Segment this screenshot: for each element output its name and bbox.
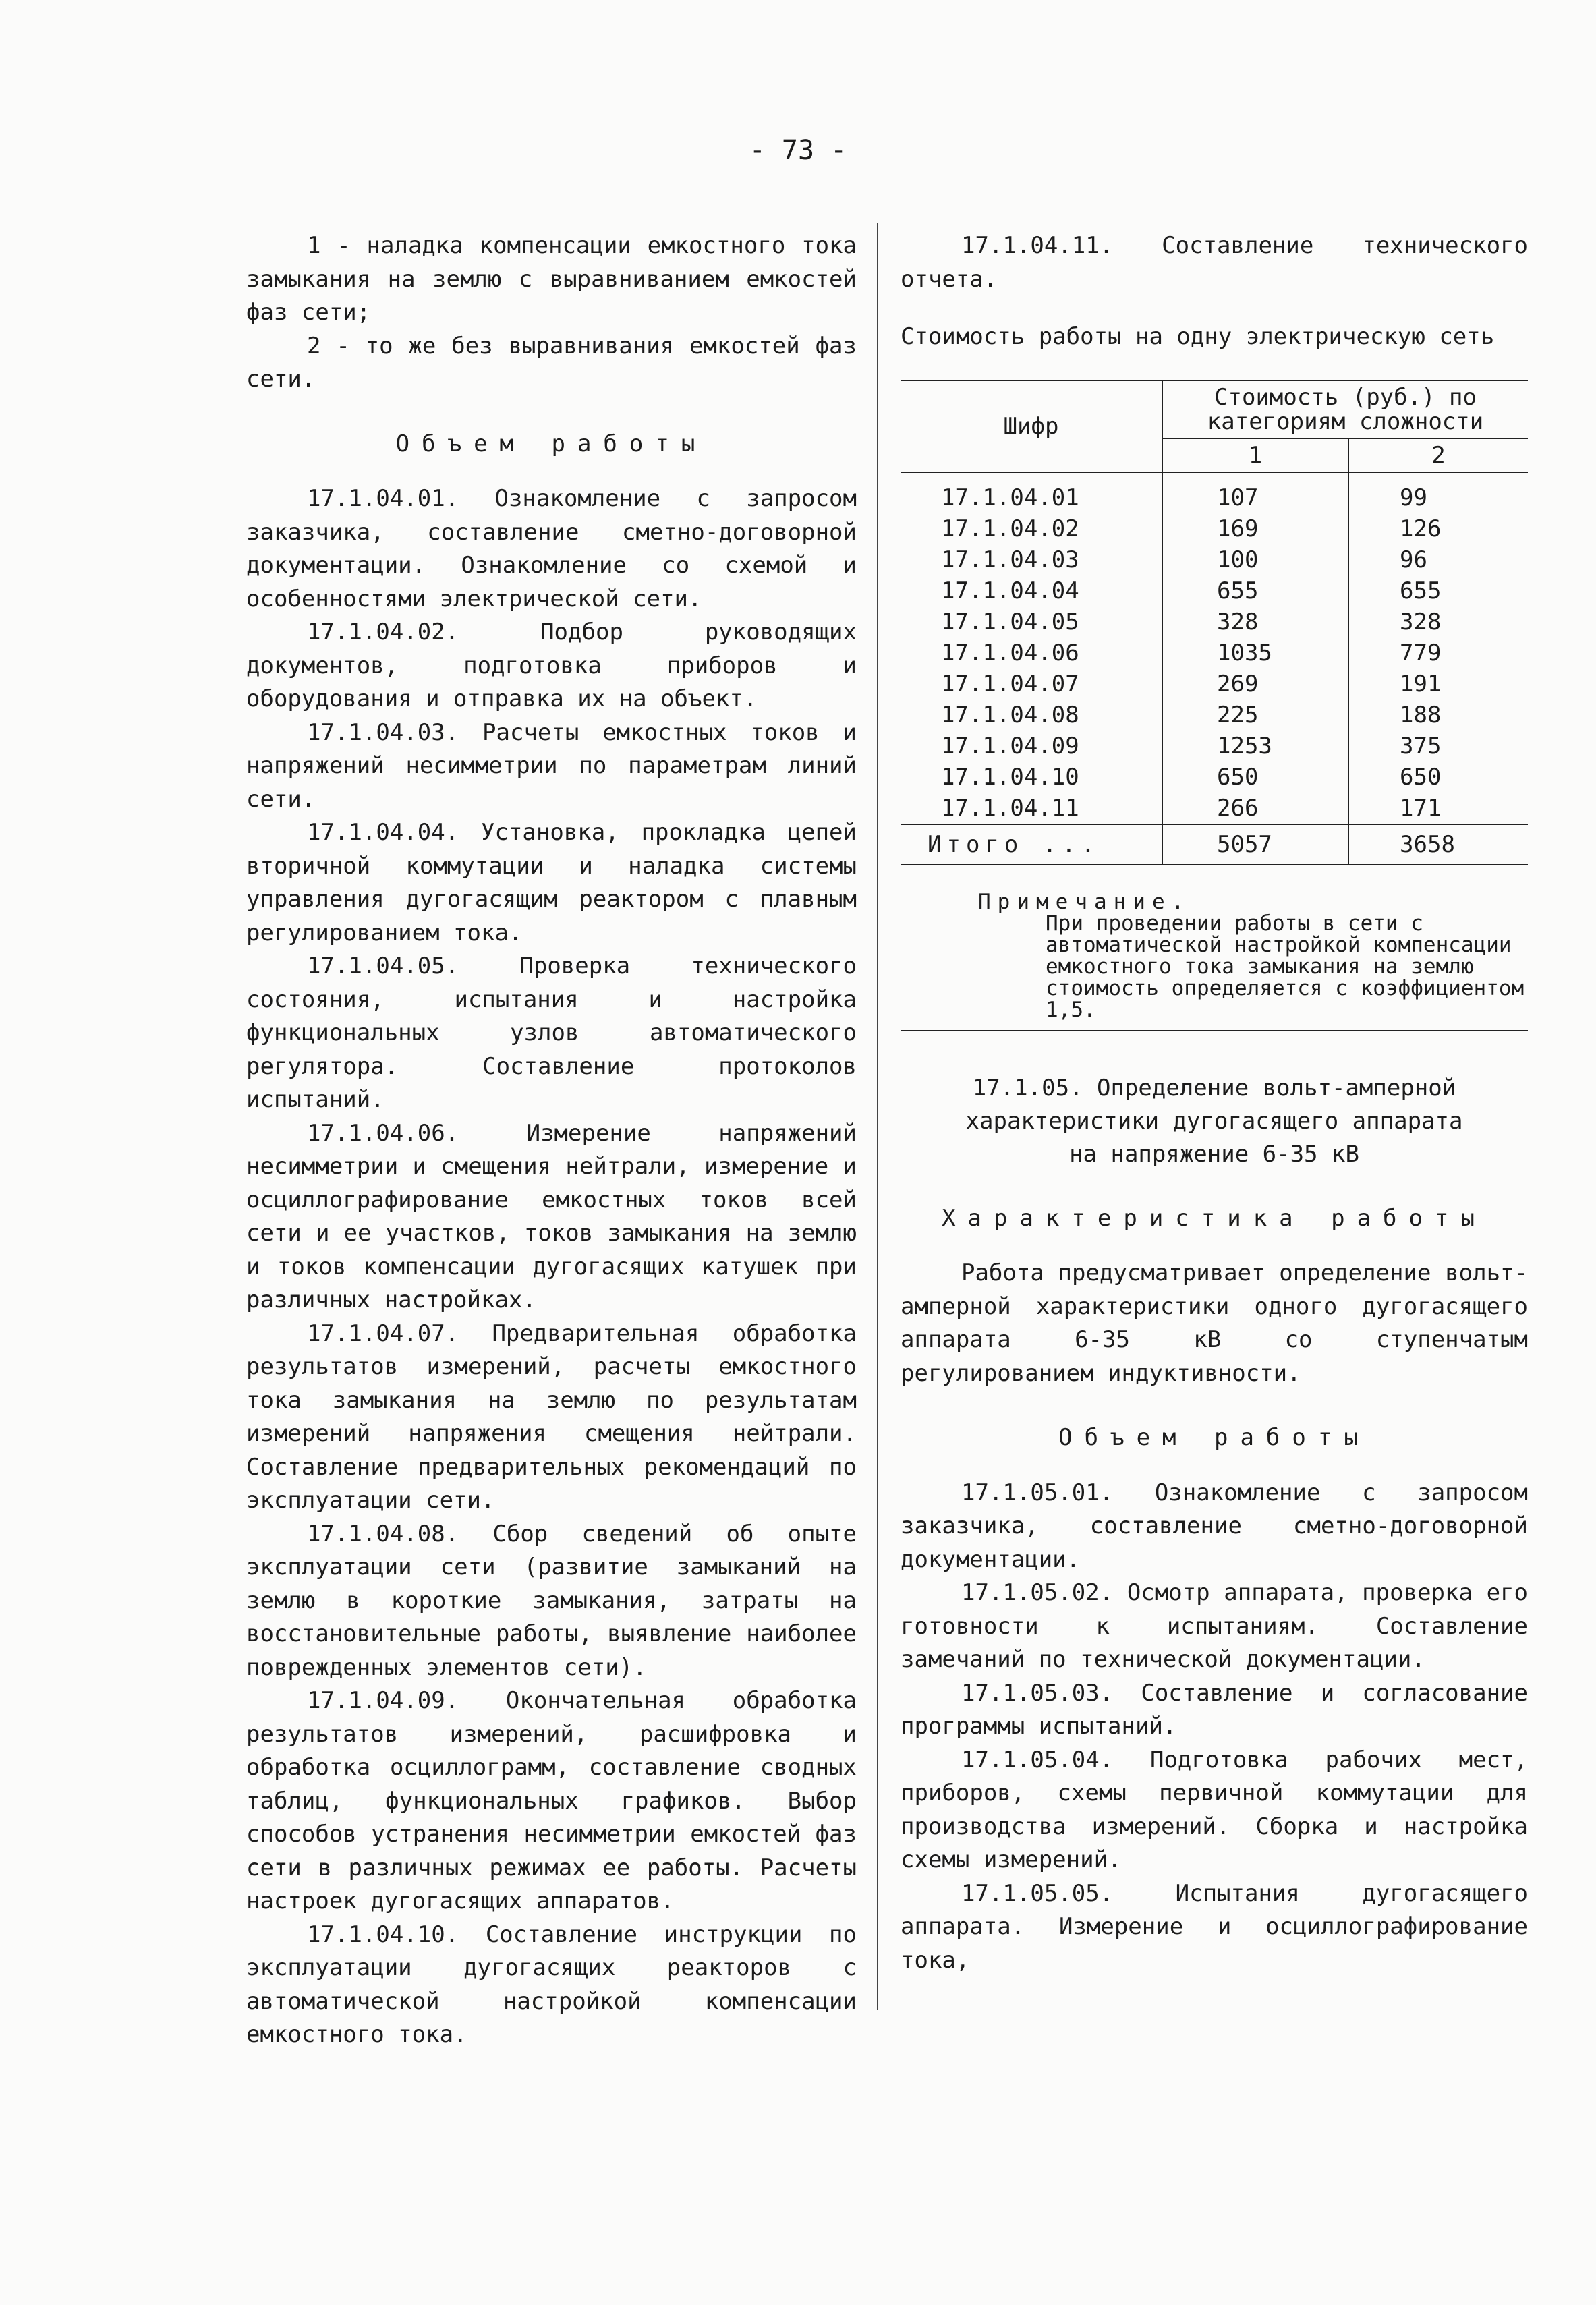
table-row	[901, 513, 1528, 544]
col-header-cost-group: Стоимость (руб.) по категориям сложности	[1162, 380, 1528, 438]
row-cost-cat-2: 126	[1400, 515, 1442, 542]
table-row	[901, 700, 1528, 731]
work-item-17-1-05-03: 17.1.05.03. Составление и согласование программы испытаний.	[901, 1679, 1528, 1740]
work-item-17-1-04-11: 17.1.04.11. Составление технического отчета.	[901, 232, 1528, 293]
work-item-17-1-04-08: 17.1.04.08. Сбор сведений об опыте эксплуатации сети (развитие замыканий на землю в короткие замыкания, затраты на восстановительные работы, выявление наиболее поврежденных элементов сети).	[246, 1520, 857, 1681]
characteristic-text: Работа предусматривает определение вольт-амперной характеристики одного дугогасящего аппарата 6-35 кВ со ступенчатым регулированием индуктивности.	[901, 1259, 1528, 1387]
work-item-17-1-04-07: 17.1.04.07. Предварительная обработка результатов измерений, расчеты емкостного тока замыкания на землю по результатам измерений напряжения смещения нейтрали. Составление предварительных рекомендаций по эксплуатации сети.	[246, 1319, 857, 1514]
row-code: 17.1.04.01	[901, 472, 1162, 513]
note-text: При проведении работы в сети с автоматической настройкой компенсации емкостного тока замыкания на землю стоимость определяется с коэффициентом 1,5.	[1046, 911, 1524, 1022]
work-item-17-1-05-05: 17.1.05.05. Испытания дугогасящего аппарата. Измерение и осциллографирование тока,	[901, 1879, 1528, 1974]
row-code: 17.1.04.04	[901, 575, 1162, 606]
row-cost-cat-1: 1035	[1162, 637, 1348, 668]
page-number: - 73 -	[749, 135, 847, 166]
row-code: 17.1.04.09	[901, 731, 1162, 762]
table-total-row	[901, 824, 1528, 865]
section-title-17-1-05: 17.1.05. Определение вольт-амперной характеристики дугогасящего аппарата на напряжение 6-35 кВ	[965, 1074, 1463, 1168]
table-row	[901, 575, 1528, 606]
row-code: 17.1.04.05	[901, 606, 1162, 637]
work-item-17-1-04-02: 17.1.04.02. Подбор руководящих документов, подготовка приборов и оборудования и отправка их на объект.	[246, 619, 857, 712]
row-cost-cat-1: 169	[1162, 513, 1348, 544]
table-row	[901, 637, 1528, 668]
row-code: 17.1.04.08	[901, 700, 1162, 731]
work-item-17-1-04-01: 17.1.04.01. Ознакомление с запросом заказчика, составление сметно-договорной документации. Ознакомление со схемой и особенностями электрической сети.	[246, 485, 857, 613]
left-column	[246, 229, 857, 2052]
row-cost-cat-2: 191	[1400, 670, 1442, 698]
row-code: 17.1.04.11	[901, 793, 1162, 824]
row-cost-cat-2: 99	[1400, 484, 1427, 511]
row-cost-cat-1: 650	[1162, 762, 1348, 793]
scope-heading: Объем работы	[395, 430, 708, 457]
table-row	[901, 472, 1528, 513]
row-cost-cat-1: 266	[1162, 793, 1348, 824]
total-label: Итого ...	[901, 824, 1162, 865]
row-code: 17.1.04.06	[901, 637, 1162, 668]
row-cost-cat-2: 375	[1400, 732, 1442, 760]
row-code: 17.1.04.03	[901, 544, 1162, 575]
work-item-17-1-04-05: 17.1.04.05. Проверка технического состояния, испытания и настройка функциональных узлов автоматического регулятора. Составление протоколов испытаний.	[246, 952, 857, 1113]
row-cost-cat-2: 96	[1400, 546, 1427, 573]
cost-table	[901, 380, 1528, 865]
column-divider	[877, 223, 878, 2010]
row-cost-cat-2: 328	[1400, 608, 1442, 635]
table-row	[901, 668, 1528, 700]
work-item-17-1-04-06: 17.1.04.06. Измерение напряжений несимметрии и смещения нейтрали, измерение и осциллографирование емкостных токов всей сети и ее участков, токов замыкания на землю и токов компенсации дугогасящих катушек при различных настройках.	[246, 1119, 857, 1313]
intro-item-1: 1 - наладка компенсации емкостного тока замыкания на землю с выравниванием емкостей фаз сети;	[246, 232, 857, 326]
work-item-17-1-05-04: 17.1.05.04. Подготовка рабочих мест, приборов, схемы первичной коммутации для производства измерений. Сборка и настройка схемы измерений.	[901, 1746, 1528, 1873]
work-item-17-1-05-02: 17.1.05.02. Осмотр аппарата, проверка его готовности к испытаниям. Составление замечаний по технической документации.	[901, 1579, 1528, 1673]
row-cost-cat-2: 171	[1400, 794, 1442, 822]
row-code: 17.1.04.02	[901, 513, 1162, 544]
intro-item-2: 2 - то же без выравнивания емкостей фаз сети.	[246, 332, 857, 393]
col-header-code: Шифр	[901, 380, 1162, 472]
note-label: Примечание.	[978, 889, 1191, 914]
scope-heading-2: Объем работы	[1058, 1424, 1370, 1451]
row-cost-cat-1: 1253	[1162, 731, 1348, 762]
characteristic-heading: Характеристика работы	[942, 1204, 1487, 1232]
work-item-17-1-04-09: 17.1.04.09. Окончательная обработка результатов измерений, расшифровка и обработка осциллограмм, составление сводных таблиц, функциональных графиков. Выбор способов устранения несимметрии емкостей фаз сети в различных режимах ее работы. Расчеты настроек дугогасящих аппаратов.	[246, 1687, 857, 1914]
table-row	[901, 762, 1528, 793]
row-cost-cat-2: 188	[1400, 701, 1442, 729]
table-caption: Стоимость работы на одну электрическую сеть	[901, 323, 1495, 350]
col-header-category-1: 1	[1162, 438, 1348, 472]
row-cost-cat-1: 328	[1162, 606, 1348, 637]
col-header-category-2: 2	[1348, 438, 1528, 472]
work-item-17-1-04-04: 17.1.04.04. Установка, прокладка цепей вторичной коммутации и наладка системы управления дугогасящим реактором с плавным регулированием тока.	[246, 819, 857, 946]
table-row	[901, 544, 1528, 575]
row-cost-cat-1: 269	[1162, 668, 1348, 700]
table-row	[901, 606, 1528, 637]
row-cost-cat-2: 779	[1400, 639, 1442, 666]
total-cost-cat-1: 5057	[1162, 824, 1348, 865]
row-cost-cat-2: 655	[1400, 577, 1442, 604]
table-note	[901, 891, 1528, 1031]
row-code: 17.1.04.07	[901, 668, 1162, 700]
row-cost-cat-2: 650	[1400, 763, 1442, 791]
row-cost-cat-1: 100	[1162, 544, 1348, 575]
work-item-17-1-05-01: 17.1.05.01. Ознакомление с запросом заказчика, составление сметно-договорной документации.	[901, 1479, 1528, 1573]
row-cost-cat-1: 655	[1162, 575, 1348, 606]
work-item-17-1-04-10: 17.1.04.10. Составление инструкции по эксплуатации дугогасящих реакторов с автоматической настройкой компенсации емкостного тока.	[246, 1920, 857, 2048]
table-row	[901, 731, 1528, 762]
row-code: 17.1.04.10	[901, 762, 1162, 793]
total-cost-cat-2: 3658	[1348, 824, 1528, 865]
table-row	[901, 793, 1528, 824]
right-column	[901, 229, 1528, 1977]
row-cost-cat-1: 225	[1162, 700, 1348, 731]
work-item-17-1-04-03: 17.1.04.03. Расчеты емкостных токов и напряжений несимметрии по параметрам линий сети.	[246, 718, 857, 813]
row-cost-cat-1: 107	[1162, 472, 1348, 513]
